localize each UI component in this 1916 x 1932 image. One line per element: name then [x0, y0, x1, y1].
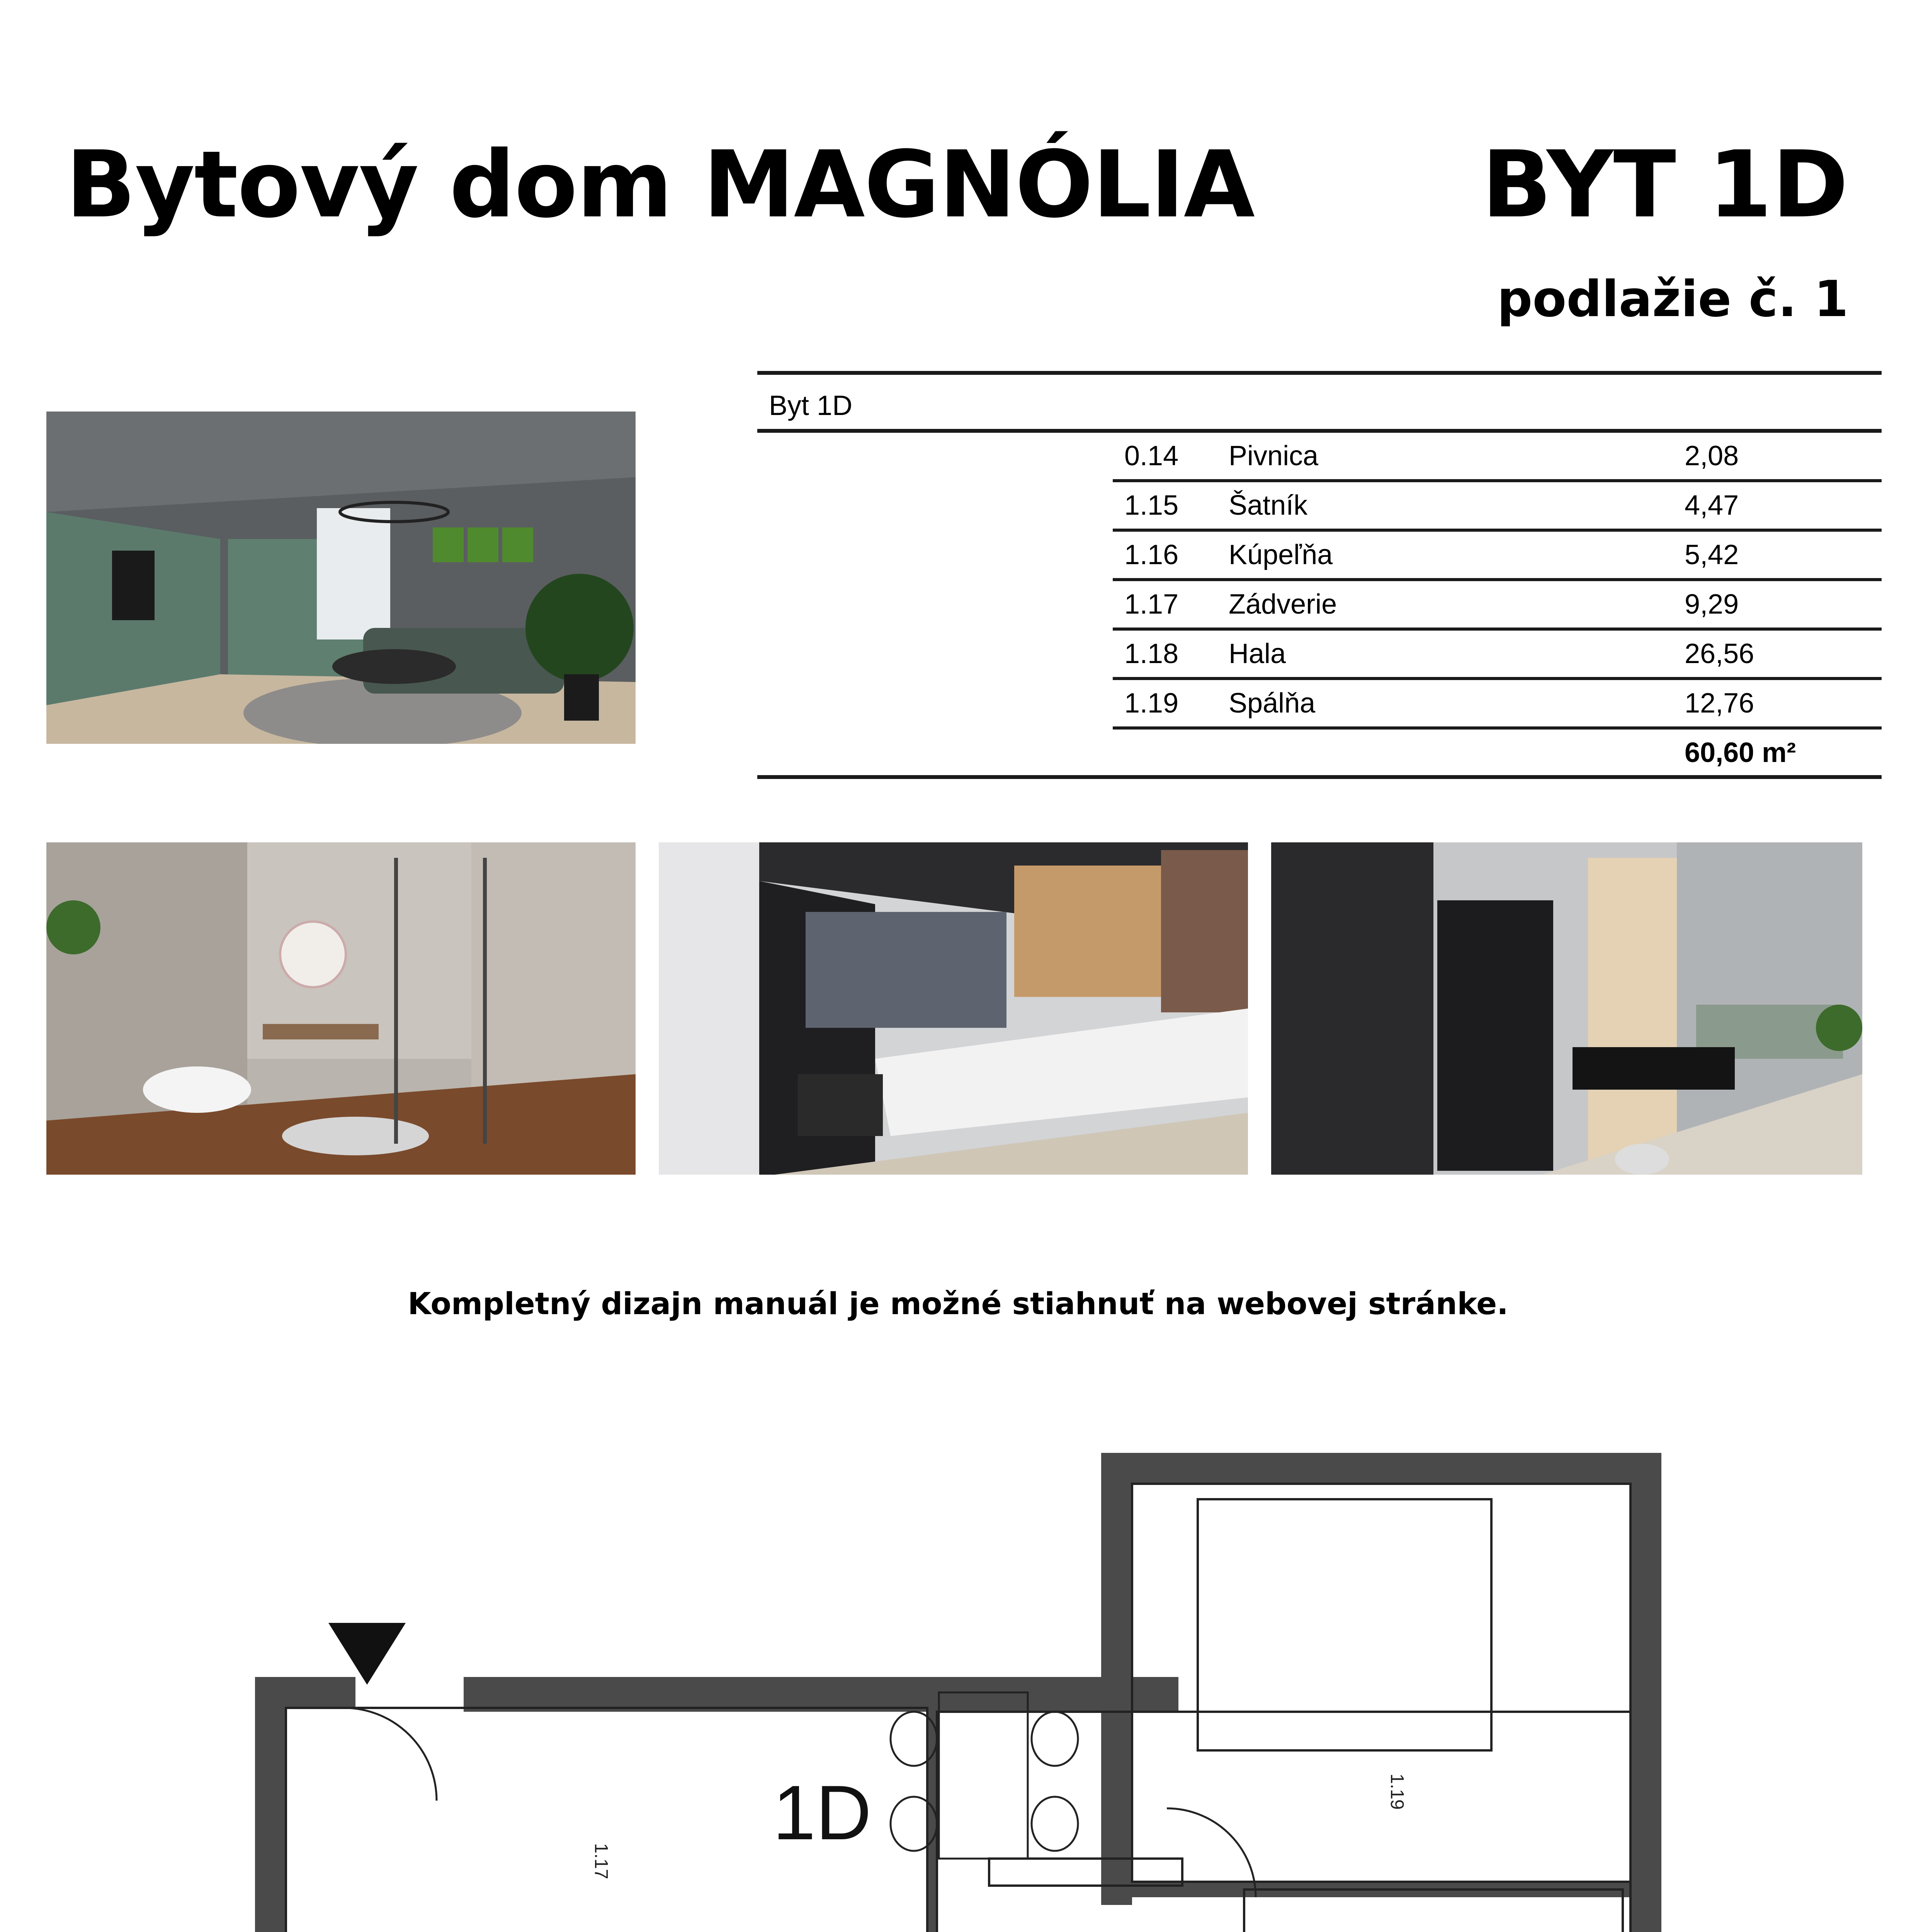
floor-label: podlažie č. 1 [1497, 270, 1848, 328]
room-name: Šatník [1229, 490, 1308, 521]
room-code: 1.19 [1124, 688, 1179, 719]
room-name: Hala [1229, 638, 1286, 669]
living-room-photo [46, 412, 636, 744]
page-title: Bytový dom MAGNÓLIA [66, 131, 1254, 238]
room-code: 1.15 [1124, 490, 1179, 521]
room-area: 4,47 [1685, 490, 1739, 521]
floor-plan-drawing [232, 1453, 1700, 1932]
room-area: 9,29 [1685, 589, 1739, 620]
bathroom-photo [46, 842, 636, 1175]
wardrobe-photo [659, 842, 1248, 1175]
entrance-hall-photo [1271, 842, 1862, 1175]
table-row [1113, 581, 1882, 631]
entrance-arrow-icon [328, 1623, 406, 1685]
room-table [757, 371, 1882, 779]
table-row [1113, 631, 1882, 680]
total-area: 60,60 m² [1685, 737, 1796, 768]
room-code: 1.18 [1124, 638, 1179, 669]
room-code: 1.16 [1124, 539, 1179, 570]
room-name: Zádverie [1229, 589, 1337, 620]
room-area: 5,42 [1685, 539, 1739, 570]
room-area: 26,56 [1685, 638, 1754, 669]
room-label-1-17: 1.17 [591, 1843, 611, 1879]
room-name: Spálňa [1229, 688, 1316, 719]
design-manual-note: Kompletný dizajn manuál je možné stiahnuť na webovej stránke. [408, 1287, 1508, 1321]
unit-plan-label: 1D [773, 1770, 872, 1856]
table-row [1113, 680, 1882, 730]
unit-label: BYT 1D [1481, 131, 1848, 238]
room-table-heading: Byt 1D [757, 371, 1882, 433]
room-code: 1.17 [1124, 589, 1179, 620]
table-total-row [757, 730, 1882, 779]
table-row [1113, 532, 1882, 581]
room-code: 0.14 [1124, 440, 1179, 471]
room-area: 2,08 [1685, 440, 1739, 471]
table-row [1113, 482, 1882, 532]
table-row [1113, 433, 1882, 482]
room-area: 12,76 [1685, 688, 1754, 719]
room-name: Pivnica [1229, 440, 1319, 471]
room-name: Kúpeľňa [1229, 539, 1333, 570]
room-label-1-19: 1.19 [1387, 1774, 1407, 1810]
floor-plan [232, 1453, 1700, 1932]
